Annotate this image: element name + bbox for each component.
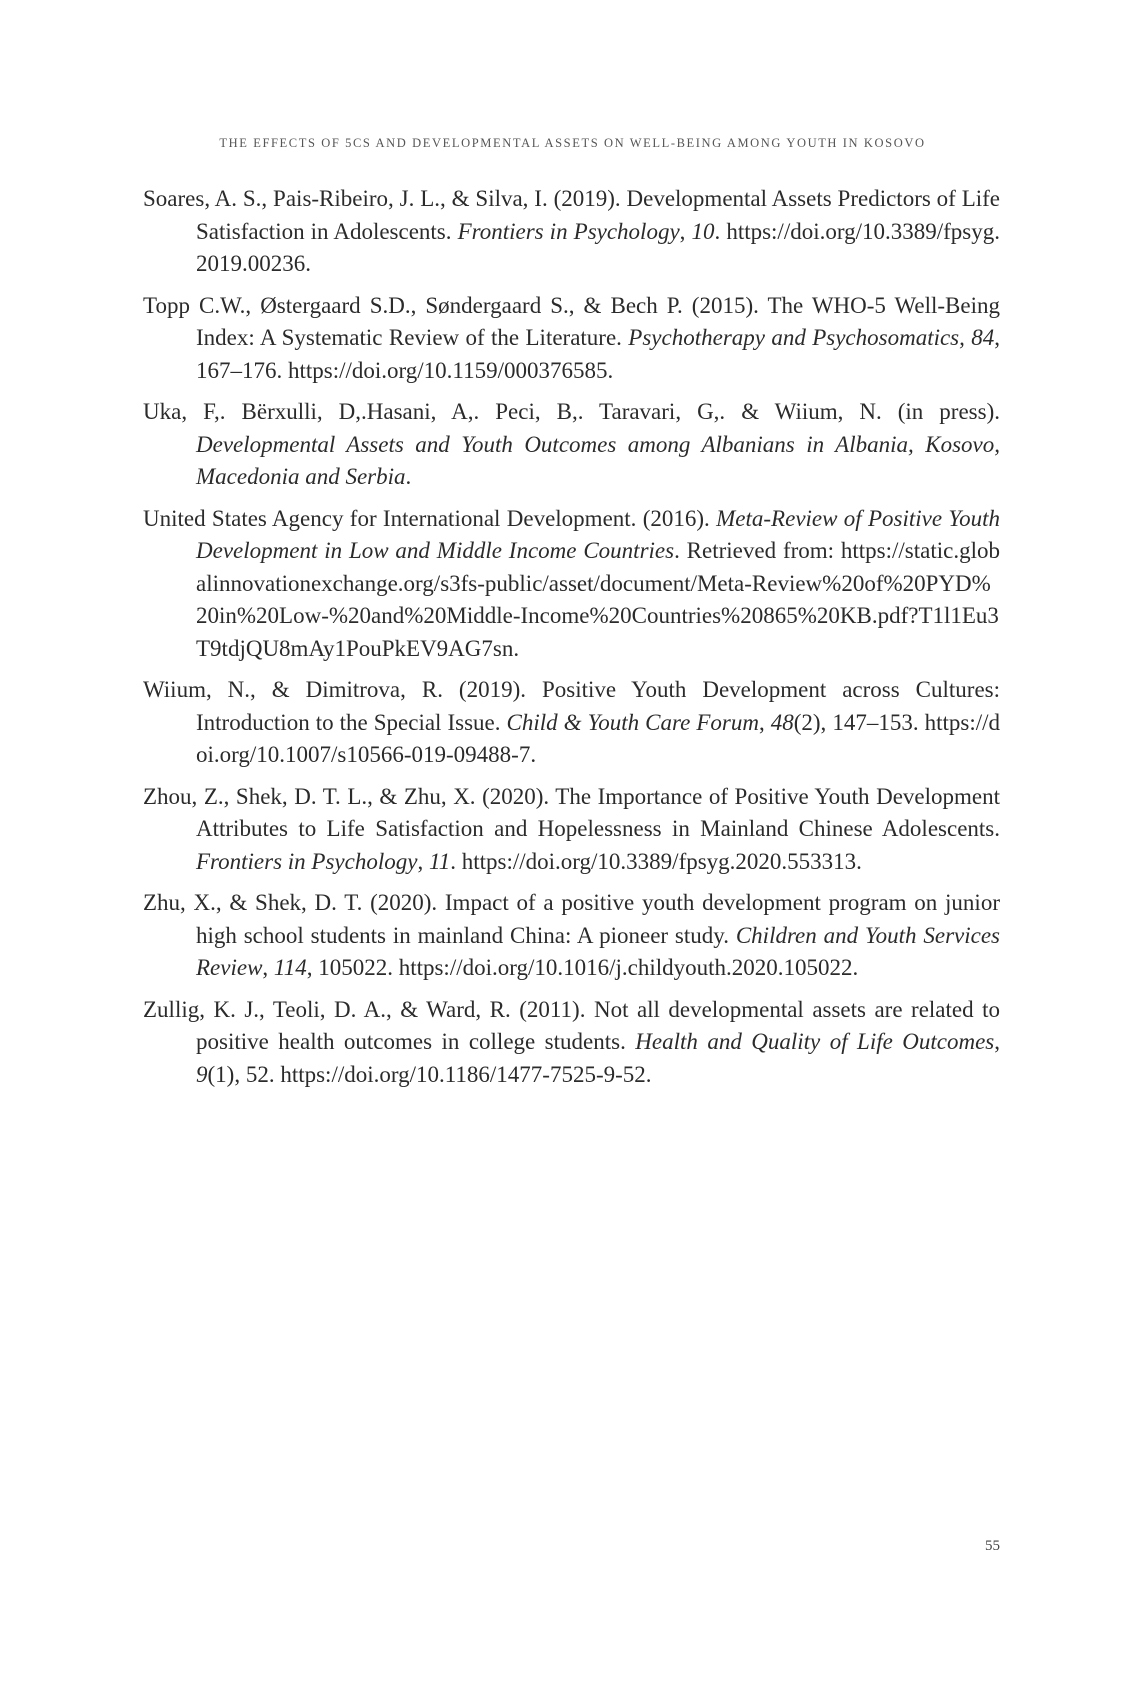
reference-authors: Zhou, Z., Shek, D. T. L., & Zhu, X. (2020). The Importance of Positive Youth Development Attributes to Life Satisfaction and Hopelessness in Mainland Chinese Adolescents.	[143, 783, 1000, 841]
reference-volume-prefix: ,	[679, 218, 692, 244]
reference-source: Children and Youth Services Review	[196, 922, 1000, 980]
reference-pages: , 167–176.	[196, 325, 1001, 383]
reference-authors: Wiium, N., & Dimitrova, R. (2019). Positive Youth Development across Cultures: Introduction to the Special Issue.	[143, 677, 1000, 735]
reference-volume: 48	[770, 709, 794, 735]
reference-volume: 84	[971, 325, 995, 350]
reference-pages: .	[405, 464, 412, 489]
reference-volume-prefix: ,	[417, 848, 429, 874]
reference-source: Frontiers in Psychology	[457, 218, 680, 244]
reference-entry	[143, 887, 1000, 985]
reference-source: Psychotherapy and Psychosomatics,	[628, 325, 972, 350]
reference-url[interactable]: https://static.globalinnovationexchange.org/s3fs-public/asset/document/Meta-Review%20of%20PYD%20in%20Low-%20and%20Middle-Income%20Countries%20865%20KB.pdf?T1l1Eu3T9tdjQU8mAy1PouPkEV9AG7sn.	[196, 538, 1000, 661]
reference-authors: Zhu, X., & Shek, D. T. (2020). Impact of a positive youth development program on junior high school students in mainland China: A pioneer study.	[143, 890, 1000, 948]
reference-entry	[143, 503, 1000, 666]
reference-entry	[143, 994, 1000, 1092]
reference-authors: Zullig, K. J., Teoli, D. A., & Ward, R. (2011). Not all developmental assets are related to positive health outcomes in college students.	[143, 996, 1000, 1054]
reference-url[interactable]: https://doi.org/10.3389/fpsyg.2019.00236.	[196, 218, 1000, 276]
reference-entry	[143, 781, 1000, 879]
reference-volume-prefix: ,	[758, 709, 771, 735]
running-header: THE EFFECTS OF 5CS AND DEVELOPMENTAL ASSETS ON WELL-BEING AMONG YOUTH IN KOSOVO	[219, 136, 926, 150]
reference-pages: .	[450, 848, 462, 874]
reference-volume: 9	[196, 1061, 208, 1087]
reference-source: Child & Youth Care Forum	[506, 709, 759, 735]
reference-pages: .	[714, 218, 727, 244]
reference-url[interactable]: https://doi.org/10.1159/000376585.	[288, 357, 614, 383]
reference-pages: (1), 52.	[207, 1061, 281, 1087]
reference-entry	[143, 183, 1000, 281]
reference-source: Frontiers in Psychology	[196, 848, 418, 874]
reference-url[interactable]: https://doi.org/10.3389/fpsyg.2020.553313.	[461, 848, 862, 874]
page-number: 55	[985, 1538, 1000, 1554]
reference-volume-prefix: ,	[994, 1029, 1000, 1054]
reference-authors: United States Agency for International Development. (2016).	[143, 505, 717, 531]
reference-volume-prefix: ,	[262, 955, 274, 980]
reference-volume: 114	[273, 955, 307, 980]
reference-url[interactable]: https://doi.org/10.1007/s10566-019-09488-7.	[196, 709, 1001, 767]
reference-source: Meta-Review of Positive Youth Development in Low and Middle Income Countries	[196, 505, 1000, 563]
reference-source: Developmental Assets and Youth Outcomes among Albanians in Albania, Kosovo, Macedonia and Serbia	[196, 431, 1000, 489]
reference-volume: 10	[691, 218, 715, 244]
reference-list	[143, 183, 1000, 1100]
reference-authors: Uka, F,. Bërxulli, D,.Hasani, A,. Peci, B,. Taravari, G,. & Wiium, N. (in press).	[143, 399, 1000, 424]
reference-pages: (2), 147–153.	[793, 709, 925, 735]
reference-url[interactable]: https://doi.org/10.1186/1477-7525-9-52.	[280, 1061, 652, 1087]
reference-authors: Soares, A. S., Pais-Ribeiro, J. L., & Silva, I. (2019). Developmental Assets Predictors of Life Satisfaction in Adolescents.	[143, 186, 1000, 244]
reference-entry	[143, 290, 1000, 388]
reference-volume: 11	[428, 848, 451, 874]
reference-entry	[143, 396, 1000, 494]
reference-pages: . Retrieved from:	[674, 538, 841, 563]
reference-source: Health and Quality of Life Outcomes	[635, 1029, 995, 1054]
reference-pages: , 105022.	[306, 955, 399, 980]
reference-authors: Topp C.W., Østergaard S.D., Søndergaard S., & Bech P. (2015). The WHO-5 Well-Being Index: A Systematic Review of the Literature.	[143, 292, 1000, 350]
reference-url[interactable]: https://doi.org/10.1016/j.childyouth.2020.105022.	[398, 955, 859, 980]
reference-entry	[143, 674, 1000, 772]
